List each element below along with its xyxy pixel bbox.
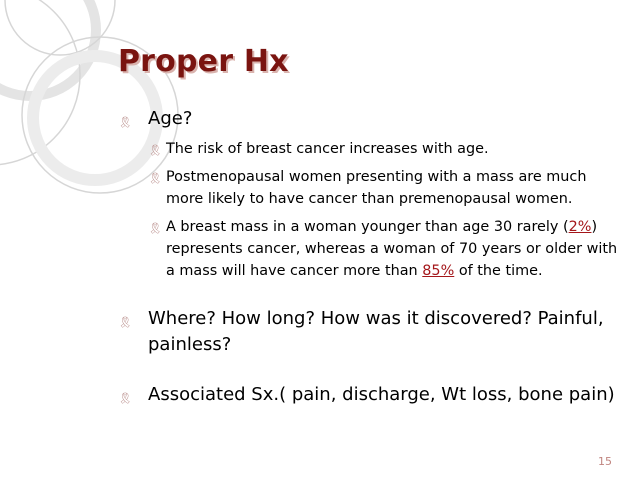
sub-bullet-age-mass-text-2: ) represents cancer, whereas a woman of 70 years or older with a mass will have cancer more than bbox=[166, 219, 618, 279]
slide-body bbox=[118, 106, 628, 408]
bullet-where bbox=[118, 306, 628, 358]
percent-85-link[interactable]: 85% bbox=[422, 263, 455, 279]
sub-bullet-age-mass-text-3: of the time. bbox=[454, 263, 543, 279]
sub-bullet-postmenopausal-text: Postmenopausal women presenting with a mass are much more likely to have cancer than premenopausal women. bbox=[166, 169, 587, 207]
ribbon-bullet-icon: 🎗 bbox=[118, 392, 132, 405]
ribbon-bullet-icon: 🎗 bbox=[118, 116, 132, 129]
percent-2-link[interactable]: 2% bbox=[568, 219, 592, 235]
bullet-age-text: Age? bbox=[148, 108, 193, 129]
bullet-where-text: Where? How long? How was it discovered? Painful, painless? bbox=[148, 308, 604, 355]
bullet-age bbox=[118, 106, 628, 132]
ribbon-bullet-icon: 🎗 bbox=[148, 222, 162, 235]
page-number: 15 bbox=[598, 455, 612, 468]
ribbon-bullet-icon: 🎗 bbox=[148, 172, 162, 185]
ribbon-bullet-icon: 🎗 bbox=[148, 144, 162, 157]
ribbon-bullet-icon: 🎗 bbox=[118, 316, 132, 329]
sub-bullet-postmenopausal bbox=[118, 166, 628, 210]
bullet-associated-text: Associated Sx.( pain, discharge, Wt loss, bone pain) bbox=[148, 384, 615, 405]
bullet-associated bbox=[118, 382, 628, 408]
sub-bullet-risk bbox=[118, 138, 628, 160]
sub-bullet-age-mass-text-1: A breast mass in a woman younger than age 30 rarely ( bbox=[166, 219, 569, 235]
sub-bullet-risk-text: The risk of breast cancer increases with age. bbox=[166, 141, 489, 157]
sub-bullet-age-mass bbox=[118, 216, 628, 282]
slide-title: Proper Hx bbox=[118, 44, 289, 79]
